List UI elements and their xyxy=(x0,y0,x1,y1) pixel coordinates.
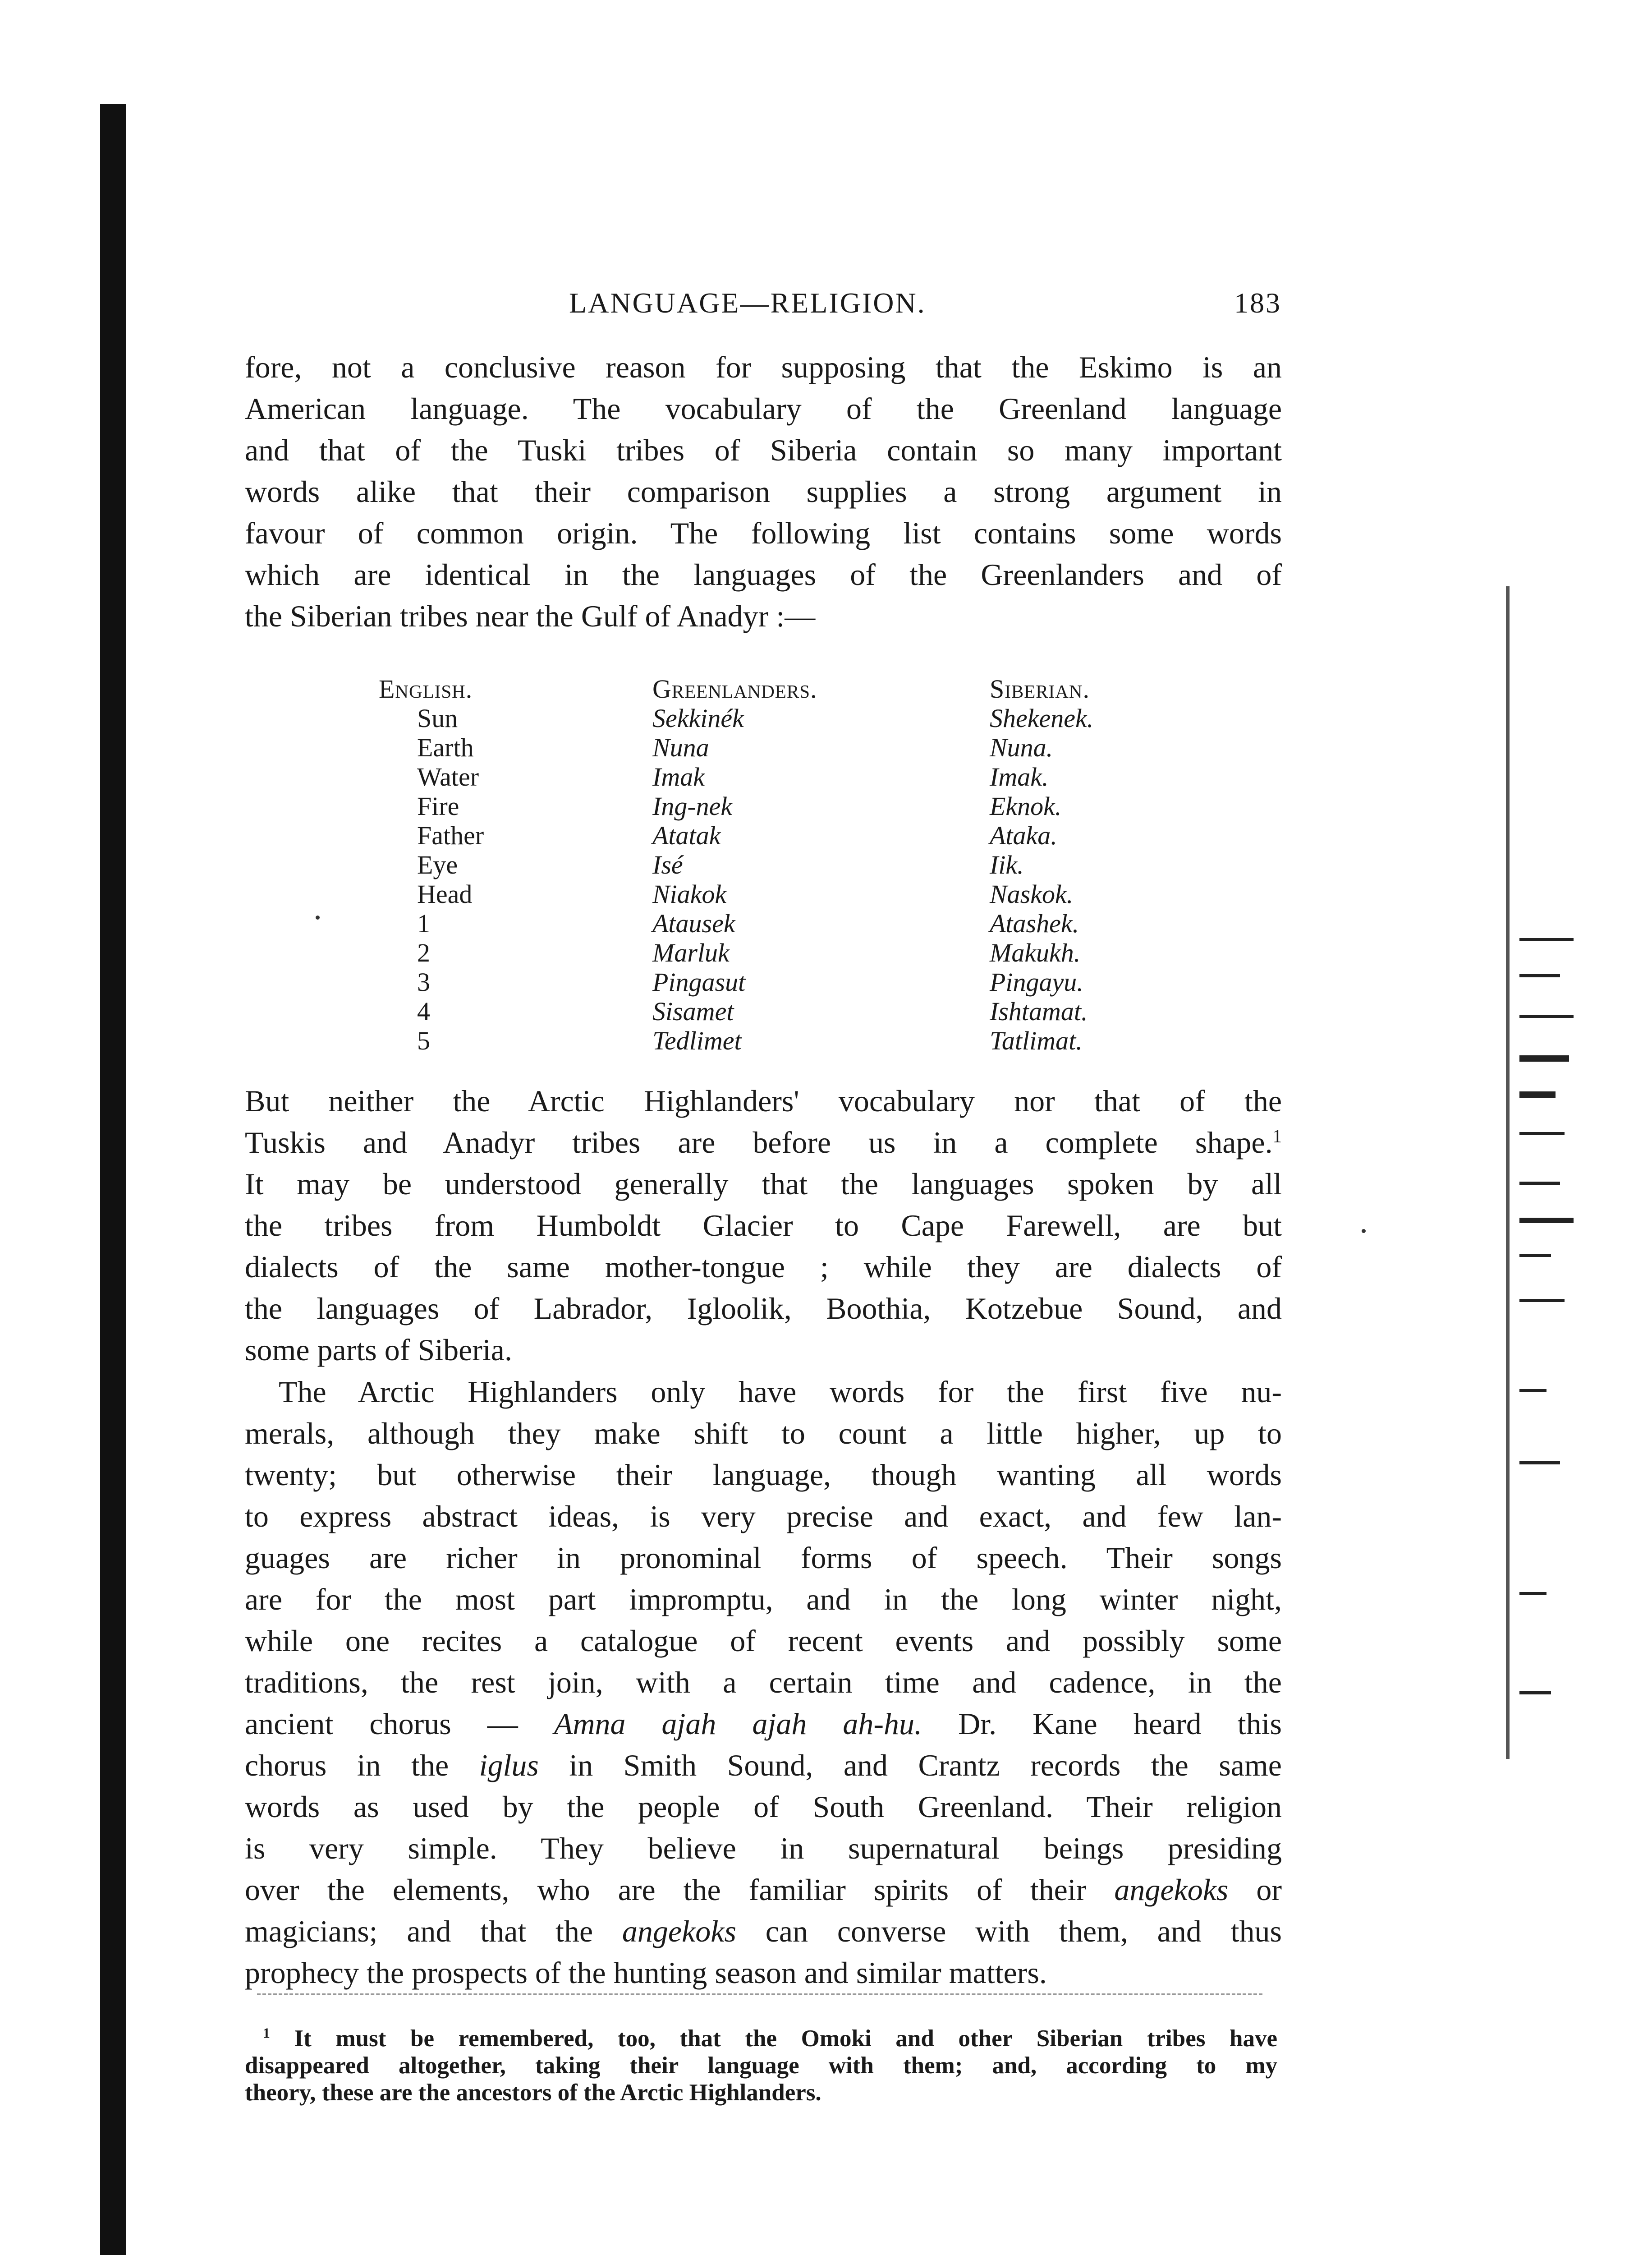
text-line: dialects of the same mother-tongue ; while they are dialects of xyxy=(245,1250,1282,1284)
text-run: ancient chorus — xyxy=(245,1707,554,1741)
greenlander-word: Atatak xyxy=(652,821,721,850)
chorus-words: Amna ajah ajah ah-hu. xyxy=(554,1707,922,1741)
text-line: It may be understood generally that the languages spoken by all xyxy=(245,1167,1282,1201)
greenlander-word: Nuna xyxy=(652,733,709,762)
siberian-word: Eknok. xyxy=(990,792,1062,821)
text-line: are for the most part impromptu, and in the long winter night, xyxy=(245,1582,1282,1616)
siberian-word: Ishtamat. xyxy=(990,997,1088,1026)
siberian-word: Naskok. xyxy=(990,879,1074,909)
greenlander-word: Ing-nek xyxy=(652,792,733,821)
text-line: which are identical in the languages of the Greenlanders and of xyxy=(245,557,1282,592)
siberian-word: Makukh. xyxy=(990,938,1081,967)
footnote-line: theory, these are the ancestors of the Arctic Highlanders. xyxy=(245,2080,821,2106)
text-line xyxy=(245,1744,1282,1786)
english-word: Sun xyxy=(417,704,458,733)
english-word: 1 xyxy=(417,909,430,938)
column-header-greenlanders: Greenlanders. xyxy=(652,674,817,704)
english-word: Father xyxy=(417,821,484,850)
text-line: the tribes from Humboldt Glacier to Cape Farewell, are but xyxy=(245,1208,1282,1243)
text-line: traditions, the rest join, with a certain time and cadence, in the xyxy=(245,1665,1282,1699)
greenlander-word: Niakok xyxy=(652,879,727,909)
text-run: Tuskis and Anadyr tribes are before us in a complete shape. xyxy=(245,1125,1273,1160)
term-iglus: iglus xyxy=(479,1748,539,1782)
stray-mark xyxy=(1362,1229,1366,1233)
siberian-word: Tatlimat. xyxy=(990,1026,1083,1055)
greenlander-word: Atausek xyxy=(652,909,735,938)
text-line: twenty; but otherwise their language, though wanting all words xyxy=(245,1458,1282,1492)
page-edge-show-through xyxy=(1488,90,1592,2255)
running-head-title: LANGUAGE—RELIGION. xyxy=(569,287,926,319)
siberian-word: Atashek. xyxy=(990,909,1079,938)
text-line: The Arctic Highlanders only have words for the first five nu- xyxy=(279,1375,1282,1409)
english-word: Eye xyxy=(417,850,458,879)
english-word: 2 xyxy=(417,938,430,967)
text-line: to express abstract ideas, is very precise and exact, and few lan- xyxy=(245,1499,1282,1533)
text-run: over the elements, who are the familiar spirits of their xyxy=(245,1873,1115,1907)
greenlander-word: Imak xyxy=(652,762,705,792)
paragraph-dialects xyxy=(245,1080,1282,1371)
text-run: or xyxy=(1228,1873,1282,1907)
text-line xyxy=(245,1869,1282,1910)
footnote-divider xyxy=(257,1993,1262,1995)
page-number: 183 xyxy=(1234,287,1281,319)
greenlander-word: Pingasut xyxy=(652,967,746,997)
stray-mark xyxy=(316,916,320,920)
text-line: while one recites a catalogue of recent events and possibly some xyxy=(245,1624,1282,1658)
footnote xyxy=(245,2025,1277,2106)
siberian-word: Iik. xyxy=(990,850,1024,879)
paragraph-opening xyxy=(245,346,1282,637)
text-run: Dr. Kane heard this xyxy=(922,1707,1282,1741)
english-word: 5 xyxy=(417,1026,430,1055)
siberian-word: Pingayu. xyxy=(990,967,1083,997)
english-word: Water xyxy=(417,762,479,792)
text-line xyxy=(245,1122,1282,1163)
book-binding-shadow xyxy=(100,104,126,2255)
text-run: can converse with them, and thus xyxy=(736,1914,1282,1948)
footnote-line xyxy=(245,2025,1277,2052)
english-word: 3 xyxy=(417,967,430,997)
greenlander-word: Marluk xyxy=(652,938,730,967)
term-angekoks: angekoks xyxy=(622,1914,736,1948)
footnote-reference[interactable]: 1 xyxy=(1272,1126,1282,1146)
text-line: merals, although they make shift to count a little higher, up to xyxy=(245,1416,1282,1450)
text-line: fore, not a conclusive reason for supposing that the Eskimo is an xyxy=(245,350,1282,384)
text-run: chorus in the xyxy=(245,1748,479,1782)
greenlander-word: Isé xyxy=(652,850,683,879)
greenlander-word: Sekkinék xyxy=(652,704,744,733)
text-line: and that of the Tuski tribes of Siberia contain so many important xyxy=(245,433,1282,467)
text-line: American language. The vocabulary of the Greenland language xyxy=(245,391,1282,426)
term-angekoks: angekoks xyxy=(1114,1873,1229,1907)
footnote-line: disappeared altogether, taking their language with them; and, according to my xyxy=(245,2053,1277,2079)
text-line: the Siberian tribes near the Gulf of Anadyr :— xyxy=(245,599,816,633)
text-run: magicians; and that the xyxy=(245,1914,622,1948)
siberian-word: Ataka. xyxy=(990,821,1057,850)
english-word: Head xyxy=(417,879,473,909)
greenlander-word: Tedlimet xyxy=(652,1026,742,1055)
english-word: 4 xyxy=(417,997,430,1026)
text-line xyxy=(245,1703,1282,1744)
text-line: is very simple. They believe in supernatural beings presiding xyxy=(245,1831,1282,1865)
text-line: But neither the Arctic Highlanders' vocabulary nor that of the xyxy=(245,1084,1282,1118)
english-word: Earth xyxy=(417,733,474,762)
text-line: words alike that their comparison supplies a strong argument in xyxy=(245,474,1282,509)
paragraph-numerals-religion xyxy=(245,1371,1282,1993)
text-run: in Smith Sound, and Crantz records the same xyxy=(538,1748,1282,1782)
text-line: guages are richer in pronominal forms of speech. Their songs xyxy=(245,1541,1282,1575)
english-word: Fire xyxy=(417,792,459,821)
text-line xyxy=(245,1910,1282,1952)
text-line: words as used by the people of South Greenland. Their religion xyxy=(245,1790,1282,1824)
footnote-marker: 1 xyxy=(263,2025,270,2041)
siberian-word: Nuna. xyxy=(990,733,1053,762)
greenlander-word: Sisamet xyxy=(652,997,734,1026)
text-line: some parts of Siberia. xyxy=(245,1333,512,1367)
text-line: the languages of Labrador, Igloolik, Boothia, Kotzebue Sound, and xyxy=(245,1291,1282,1325)
column-header-siberian: Siberian. xyxy=(990,674,1090,704)
siberian-word: Shekenek. xyxy=(990,704,1094,733)
text-line: prophecy the prospects of the hunting season and similar matters. xyxy=(245,1956,1047,1990)
text-line: favour of common origin. The following list contains some words xyxy=(245,516,1282,550)
column-header-english: English. xyxy=(379,674,473,704)
text-run: It must be remembered, too, that the Omoki and other Siberian tribes have xyxy=(294,2025,1277,2052)
siberian-word: Imak. xyxy=(990,762,1049,792)
